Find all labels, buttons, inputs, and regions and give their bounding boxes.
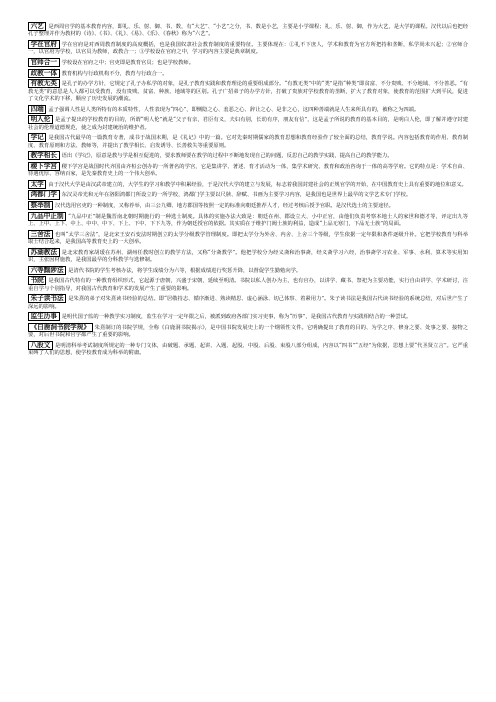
glossary-definition: 是我国古代特有的一种教育组织形式，它起源于唐朝，兴盛于宋朝，延续至明清。书院以私人创办为主，也有官办，以讲学、藏书、祭祀为主要功能，实行自由讲学、学术研讨，注重自学与个别指导，对我国古代教育和学术的发展产生了重要的影响。: [28, 278, 468, 292]
glossary-term: 教学相长: [28, 151, 60, 160]
glossary-definition: 教育机构与行政机构不分，教育与行政合一。: [61, 70, 168, 77]
glossary-definition: 学校设在官府之中；官吏即是教育官员；也是学校教师。: [61, 60, 194, 66]
glossary-term: 三舍法: [28, 230, 53, 239]
glossary-definition: 孟子强调人性是人类所特有的本质特性，人性表现为“四心”，即恻隐之心、羞恶之心、辞让之心、是非之心，这四种善端就是人生来所具有的，被称之为四端。: [48, 106, 420, 113]
glossary-term: 八股文: [28, 341, 53, 350]
glossary-definition: 学在官府是对西周教育制度的高度概括，也是我国奴隶社会教育制度的重要特征。主要体现在：①礼不下庶人，学术和教育为官方所把持和垄断，私学尚未兴起；②官师合一，以官府为学校，以官员为教师，政教合一；③学校设在官府之中，学习的内容主要是典章制度。: [28, 42, 468, 56]
glossary-entry: [28, 58, 468, 67]
glossary-entry: [28, 276, 468, 293]
glossary-entry: [28, 312, 468, 321]
glossary-term: 鸿都门学: [28, 190, 60, 199]
glossary-entry: [28, 201, 468, 210]
glossary-term: 九品中正制: [28, 212, 66, 221]
glossary-entry: [28, 79, 468, 103]
glossary-definition: 是清代书院的学生考核办法，将学生成绩分为六等，根据成绩进行奖惩升降，以督促学生勤勉向学。: [68, 267, 302, 274]
glossary-entry: [28, 115, 468, 132]
glossary-term: 朱子读书法: [28, 294, 66, 303]
glossary-entry: [28, 162, 468, 179]
glossary-entry: [28, 266, 468, 275]
glossary-definition: 汉代选用官吏的一种制度，又称荐举，由三公九卿、地方郡国等按照一定的标准向朝廷推荐人才，经过考核后授予官职。是汉代选士的主要途径。: [54, 202, 394, 209]
glossary-definition: 是孟子提出的学校教育的目的，所谓“明人伦”就是“父子有亲，君臣有义，夫妇有别，长幼有序，朋友有信”，这是孟子所说的教育的基本目的，是明白人伦，即了解并遵守封建社会的伦理道德规范，使之成为封建统治的维护者。: [28, 117, 468, 131]
glossary-term: 明人伦: [28, 115, 53, 124]
glossary-definition: 是西周官学的基本教育内容，即礼、乐、射、御、书、数，有“大艺”、“小艺”之分，书、数是小艺，主要是小学课程；礼、乐、射、御，作为大艺，是大学的课程。汉代以后也把经孔子整理并作为教材的《诗》、《书》、《礼》、《易》、《乐》、《春秋》称为“六艺”。: [28, 24, 468, 38]
glossary-term: 苏湖教法: [28, 248, 60, 257]
glossary-term: 有教无类: [28, 79, 60, 88]
glossary-definition: 是北宋教育家胡瑗在苏州、湖州任教时创立的教学方法，又称“分斋教学”。他把学校分为经义斋和治事斋，经义斋学习六经，治事斋学习农业、军事、水利、算术等实用知识，主张因材施教，是我国最早的分科教学与选修制。: [28, 249, 468, 263]
glossary-entry: [28, 40, 468, 57]
glossary-definition: 是我国古代最早的一篇教育专著，成书于战国末期，是《礼记》中的一篇。它对先秦时期儒家的教育思想和教育经验作了较全面的总结，教育学说。内容包括教育的作用、教育制度、教育原则和方法、教师等，并提出了教学相长、启发诱导、长善救失等重要原则。: [28, 135, 468, 149]
glossary-entry: [28, 105, 468, 114]
glossary-entry: [28, 212, 468, 229]
glossary-definition: “九品中正”制是魏晋南北朝时期施行的一种选士制度。具体的实施办法大致是：朝廷在州、郡设立大、小中正官，由他们负责考察本地士人的家世和德才等，评定出九等上、上中、上下、中上、中中、中下、下上、下中、下下九等，作为朝廷授官的依据。其实质在于维护门阀士族的利益，造成“上品无寒门，下品无士族”的局面。: [28, 213, 468, 227]
glossary-definition: 稷下学宫是战国时代齐国由齐桓公创办的一所著名的学宫，它是集讲学、著述、育才活动为一体，集学术研究、教育和政治咨询于一体的高等学府。它的特点是：学术自由、待遇优厚、容纳百家，是先秦教育史上的一个伟大创举。: [28, 163, 468, 178]
glossary-definition: 也叫“太学三舍法”，是北宋王安石变法时期创立的太学分级教学管理制度。即把太学分为外舍、内舍、上舍三个等级，学生依据一定年限和条件逐级升补。它把学校教育与科举取士结合起来，是我国高等教育史上的一大创举。: [28, 231, 468, 245]
glossary-entry: [28, 180, 468, 189]
glossary-term: 四端: [28, 105, 46, 114]
glossary-term: 太学: [28, 180, 46, 189]
glossary-entries: [28, 22, 468, 358]
glossary-term: 学在官府: [28, 40, 60, 49]
glossary-term: 察举制: [28, 201, 53, 210]
glossary-definition: 由于汉代大学是由汉武帝建立的，大学生的学习和教学中积累经验，于是汉代大学的建立与发展，标志着我国封建社会的正规官学的开始，在中国教育史上具有重要的地位和意义。: [48, 181, 467, 188]
glossary-definition: 是明代国子监的一种教学实习制度，监生在学习一定年限之后，被派到政府各部门实习吏事，称为“历事”，是我国古代教育与实践相结合的一种尝试。: [61, 314, 412, 321]
glossary-entry: [28, 230, 468, 247]
glossary-entry: [28, 248, 468, 265]
glossary-definition: 是明清科举考试制度所规定的一种专门文体，由破题、承题、起讲、入题、起股、中股、后股、束股八部分组成，内容以“四书”“五经”为依据，思想上要“代圣贤立言”。它严重束缚了人们的思想，使学校教育成为科举的附庸。: [28, 342, 468, 357]
glossary-entry: [28, 294, 468, 311]
glossary-term: 《白鹿洞书院学规》: [28, 323, 93, 332]
glossary-term: 政教一体: [28, 69, 60, 78]
glossary-entry: [28, 69, 468, 78]
glossary-entry: [28, 190, 468, 199]
glossary-definition: 东汉灵帝光和元年在洛阳鸿都门所设立的一所学校，鸿都门学主要以尺牍、辞赋、书画为主要学习内容，是我国也是世界上最早的文学艺术专门学校。: [61, 192, 412, 199]
glossary-term: 六等黜陟法: [28, 266, 66, 275]
glossary-definition: 是孔子的办学方针，它规定了孔子办私学的对象，是孔子教育实践和教育理论的重要组成部分。“有教无类”中的“类”是指“种类”即贫富、不分贵贱、不分地域、不分善恶。“有教无类”的意思是人人都可以受教育，没有贵贱、贫富、种族、地域等的区别。孔子广招弟子的办学方针，打破了贵族对学校教育的垄断，扩大了教育对象，使教育的范围扩大到平民，促进了文化学术的下移，顺应了历史发展的潮流。: [28, 81, 468, 102]
glossary-term: 六艺: [28, 22, 46, 31]
glossary-entry: [28, 22, 468, 39]
glossary-term: 书院: [28, 276, 46, 285]
glossary-entry: [28, 133, 468, 150]
glossary-definition: 是朱熹的弟子对朱熹读书经验的总结。即“居敬持志、循序渐进、熟读精思、虚心涵泳、切己体察、着紧用力”。朱子读书法是我国古代读书经验的系统总结，对后世产生了深远的影响。: [28, 296, 468, 310]
glossary-term: 监生历事: [28, 312, 60, 321]
glossary-entry: [28, 341, 468, 358]
glossary-term: 官师合一: [28, 58, 60, 67]
glossary-entry: [28, 151, 468, 160]
glossary-definition: 语出《学记》，原意是教与学是相互促进的，要求教师要在教学的过程中不断地发现自己的问题，反思自己的教学实践，提高自己的教学能力。: [61, 153, 393, 160]
glossary-entry: [28, 323, 468, 340]
glossary-definition: 朱熹制订的书院学规，全称《白鹿洞书院揭示》，是中国书院发展史上的一个纲领性文件。它明确提出了教育的目的、为学之序、修身之要、处事之要、接物之要，对后世书院和官学都产生了重要的影响。: [28, 324, 468, 339]
glossary-term: 学记: [28, 133, 46, 142]
glossary-term: 稷下学宫: [28, 162, 60, 171]
